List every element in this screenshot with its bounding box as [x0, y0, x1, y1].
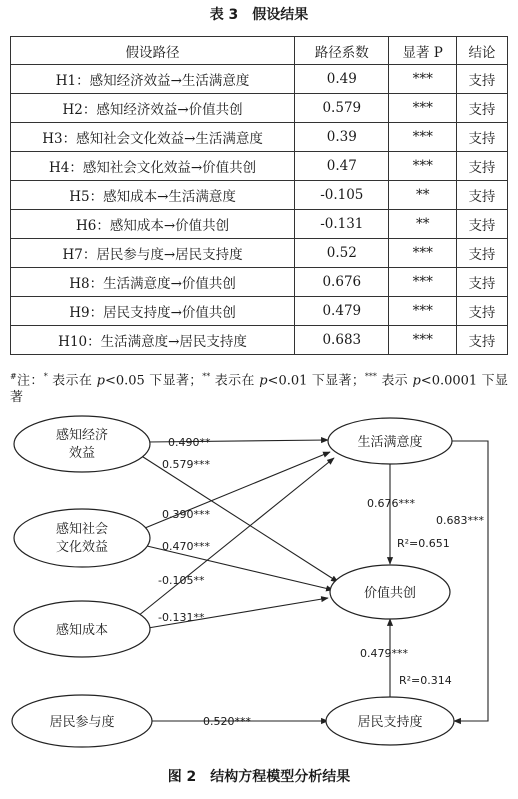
cell-sig: *** — [389, 94, 456, 123]
coef-econ-satisfaction: 0.490** — [168, 436, 211, 449]
header-result: 结论 — [456, 37, 507, 65]
cell-path: H10：生活满意度→居民支持度 — [11, 326, 295, 355]
cell-result: 支持 — [456, 181, 507, 210]
coef-satisfaction-cocreation: 0.676*** — [367, 497, 415, 510]
cell-path: H1：感知经济效益→生活满意度 — [11, 65, 295, 94]
cell-result: 支持 — [456, 326, 507, 355]
cell-result: 支持 — [456, 239, 507, 268]
cell-path: H8：生活满意度→价值共创 — [11, 268, 295, 297]
table-row — [11, 94, 508, 123]
note-p-2: p — [259, 373, 268, 389]
cell-coef: 0.39 — [295, 123, 389, 152]
cell-path: H3：感知社会文化效益→生活满意度 — [11, 123, 295, 152]
node-econ-label-line1: 感知经济 — [55, 428, 109, 443]
cell-coef: 0.579 — [295, 94, 389, 123]
node-econ-benefit — [14, 416, 150, 472]
cell-path: H5：感知成本→生活满意度 — [11, 181, 295, 210]
note-sup-2: ** — [202, 372, 211, 381]
table-row — [11, 326, 508, 355]
cell-coef: 0.52 — [295, 239, 389, 268]
note-p-1: p — [96, 373, 105, 389]
note-cond-2: <0.01 — [267, 373, 308, 389]
cell-coef: 0.47 — [295, 152, 389, 181]
note-sup-1: * — [43, 372, 48, 381]
cell-sig: *** — [389, 123, 456, 152]
cell-sig: *** — [389, 268, 456, 297]
cell-path: H9：居民支持度→价值共创 — [11, 297, 295, 326]
node-cocreation-label: 价值共创 — [363, 586, 417, 601]
note-cond-1: <0.05 — [104, 373, 145, 389]
table-caption: 表 3 假设结果 — [209, 7, 309, 23]
note-cond-3: <0.0001 — [420, 373, 478, 389]
note-sup-3: *** — [364, 372, 377, 381]
table-note — [10, 368, 508, 406]
cell-sig: *** — [389, 326, 456, 355]
note-text-3: 表示在 — [214, 373, 255, 389]
r2-cocreation: R²=0.651 — [397, 537, 450, 550]
edge-satisfaction-support — [452, 441, 488, 721]
node-econ-label-line2: 效益 — [68, 446, 96, 461]
node-social-label-line2: 文化效益 — [55, 540, 109, 555]
edge-cost-satisfaction — [138, 458, 334, 616]
note-label: 注： — [16, 373, 44, 389]
table-header-row — [11, 37, 508, 65]
table-row — [11, 210, 508, 239]
note-text-4: 下显著； — [311, 373, 365, 389]
table-row — [11, 65, 508, 94]
table-row — [11, 239, 508, 268]
note-text-1: 表示在 — [52, 373, 93, 389]
cell-path: H4：感知社会文化效益→价值共创 — [11, 152, 295, 181]
table-row — [11, 181, 508, 210]
table-row — [11, 268, 508, 297]
table-row — [11, 123, 508, 152]
note-p-3: p — [412, 373, 421, 389]
node-satisfaction-label: 生活满意度 — [357, 435, 423, 450]
cell-sig: ** — [389, 181, 456, 210]
coef-cost-satisfaction: -0.105** — [158, 574, 205, 587]
node-cost-label: 感知成本 — [55, 623, 109, 638]
cell-path: H7：居民参与度→居民支持度 — [11, 239, 295, 268]
hypothesis-table — [10, 36, 508, 355]
cell-coef: 0.676 — [295, 268, 389, 297]
header-coef: 路径系数 — [295, 37, 389, 65]
note-hash-mark: # — [10, 372, 17, 381]
node-social-benefit — [14, 509, 150, 567]
header-sig: 显著 P — [389, 37, 456, 65]
cell-result: 支持 — [456, 94, 507, 123]
cell-path: H2：感知经济效益→价值共创 — [11, 94, 295, 123]
header-path: 假设路径 — [11, 37, 295, 65]
coef-econ-cocreation: 0.579*** — [162, 458, 210, 471]
coef-social-satisfaction: 0.390*** — [162, 508, 210, 521]
coef-support-cocreation: 0.479*** — [360, 647, 408, 660]
node-social-label-line1: 感知社会 — [55, 522, 109, 537]
cell-result: 支持 — [456, 210, 507, 239]
note-text-6: 下显著 — [10, 373, 508, 406]
cell-coef: -0.131 — [295, 210, 389, 239]
cell-result: 支持 — [456, 123, 507, 152]
coef-social-cocreation: 0.470*** — [162, 540, 210, 553]
cell-sig: *** — [389, 65, 456, 94]
note-text-5: 表示 — [381, 373, 408, 389]
cell-sig: ** — [389, 210, 456, 239]
table-row — [11, 297, 508, 326]
sem-path-diagram — [0, 410, 518, 760]
cell-result: 支持 — [456, 152, 507, 181]
cell-sig: *** — [389, 152, 456, 181]
coef-cost-cocreation: -0.131** — [158, 611, 205, 624]
cell-coef: 0.49 — [295, 65, 389, 94]
cell-result: 支持 — [456, 297, 507, 326]
cell-coef: 0.683 — [295, 326, 389, 355]
cell-result: 支持 — [456, 268, 507, 297]
cell-sig: *** — [389, 297, 456, 326]
cell-coef: 0.479 — [295, 297, 389, 326]
node-participation-label: 居民参与度 — [49, 715, 115, 730]
cell-sig: *** — [389, 239, 456, 268]
cell-result: 支持 — [456, 65, 507, 94]
note-text-2: 下显著； — [149, 373, 203, 389]
table-row — [11, 152, 508, 181]
node-support-label: 居民支持度 — [357, 715, 423, 730]
coef-participation-support: 0.520*** — [203, 715, 251, 728]
figure-caption: 图 2 结构方程模型分析结果 — [167, 769, 351, 785]
r2-support: R²=0.314 — [399, 674, 452, 687]
cell-coef: -0.105 — [295, 181, 389, 210]
cell-path: H6：感知成本→价值共创 — [11, 210, 295, 239]
coef-satisfaction-support: 0.683*** — [436, 514, 484, 527]
